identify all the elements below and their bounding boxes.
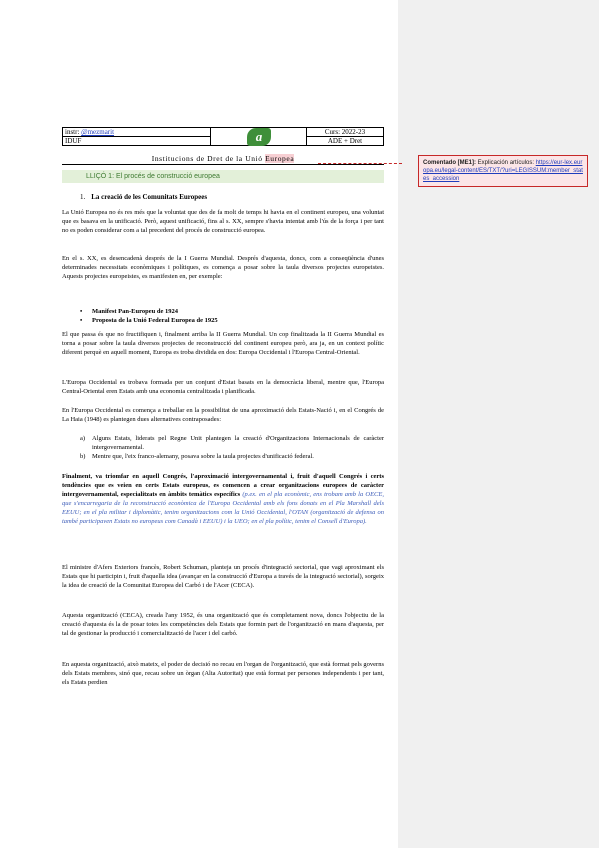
paragraph-2: En el s. XX, es desencadenà després de la I Guerra Mundial. Després d'aquesta, doncs, com a conseqüència d'unes determinades necessitats econòmiques i polítiques, es comença a posar sobre la taula diversos projectes europeistes. Aquests projectes europeistes, es manifesten en, per exemple: bbox=[62, 255, 384, 280]
author-prefix: instr: bbox=[65, 128, 80, 136]
paragraph-3: El que passa és que no fructifiquen i, finalment arriba la II Guerra Mundial. Un cop finalitzada la II Guerra Mundial es torna a posar sobre la taula diversos projectes de reconstrucció del continent europeu però, ara ja, en un context polític diferent perquè en aquell moment, Europa es troba dividida en dos: Europa Occidental i l'Europa Central-Oriental. bbox=[62, 331, 384, 356]
paragraph-4: L'Europa Occidental es trobava formada per un conjunt d'Estat basats en la democràcia liberal, mentre que, l'Europa Central-Oriental eren Estats amb una economia centralitzada i planificada. bbox=[62, 379, 384, 395]
list-item: b) Mentre que, l'eix franco-alemany, posava sobre la taula projectes d'unificació federal. bbox=[80, 453, 314, 460]
paragraph-6-bold: Finalment, va triomfar en aquell Congrés, l'aproximació intergovernamental i, fruit d'aquell Congrés i certs tendències que es veien en certs Estats europeus, es comencen a crear organitzacions europees de caràcter intergovernamental, especialitzats en àmbits temàtics específics bbox=[62, 473, 384, 498]
alternatives-list bbox=[80, 434, 384, 461]
paragraph-1: La Unió Europea no és res més que la voluntat que des de fa molt de temps hi havia en el continent europeu, una voluntat que es basava en la unificació. Però, aquest unificació, fins al s. XX, sempre s'havia intentat amb l'ús de la força i per tant no es poden considerar com a tal precedent del procés de construcció europea. bbox=[62, 209, 384, 234]
section-title: La creació de les Comunitats Europees bbox=[91, 193, 208, 201]
header-course: Curs: 2022-23 bbox=[307, 128, 383, 137]
title-highlight[interactable]: Europea bbox=[265, 154, 295, 163]
comment-anchor-line bbox=[318, 163, 402, 164]
paragraph-6-italic: (p.ex. en el pla econòmic, ens trobam amb la OECE, que s'encarregaria de la reconstrucció econòmica de l'Europa Occidental amb els fons donats en el Pla Marshall dels EEUU; en el pla militar i diplomàtic, tenim organitzacions com la Unió Occidental, l'OTAN (organització de defensa on també participaven Estats no europeus com Canadà i EEUU) i la UEO; en el pla polític, tenim el Consell d'Europa). bbox=[62, 491, 384, 525]
list-item: a) Alguns Estats, liderats pel Regne Unit plantegen la creació d'Organitzacions Internacionals de caràcter intergovernamental. bbox=[80, 435, 384, 451]
comment-text: Explicación artículos: bbox=[477, 160, 536, 166]
header-logo-cell bbox=[211, 128, 307, 146]
paragraph-6 bbox=[62, 472, 384, 526]
lesson-heading: LLIÇÓ 1: El procés de construcció europea bbox=[62, 170, 384, 183]
logo-icon: a bbox=[247, 128, 271, 146]
paragraph-9: En aquesta organització, això mateix, el poder de decisió no recau en l'organ de l'organització, que està format pels governs dels Estats membres, sinó que, recau sobre un òrgan (Alta Autoritat) que està format per persones independents i per tant, els Estats perdien bbox=[62, 661, 384, 686]
comments-pane bbox=[398, 0, 599, 848]
section-number: 1. bbox=[80, 193, 86, 201]
title-prefix: Institucions de Dret de la Unió bbox=[151, 154, 266, 163]
header-degree: ADE + Dret bbox=[327, 137, 363, 145]
bullet-list bbox=[80, 307, 218, 325]
header-table bbox=[62, 127, 384, 146]
paragraph-7: El ministre d'Afers Exteriors francès, Robert Schuman, planteja un procés d'integració sectorial, que vagi aproximant els Estats que hi participin i, fruit d'aquella idea (avançar en la construcció d'Europa a través de la integració sectorial), sorgeix la idea de creació de la Comunitat Europea del Carbó i de l'Acer (CECA). bbox=[62, 564, 384, 589]
comment-balloon[interactable] bbox=[418, 155, 588, 187]
header-author-cell bbox=[63, 128, 211, 137]
section-heading bbox=[80, 193, 207, 201]
list-item: • Proposta de la Unió Federal Europea de 1925 bbox=[80, 317, 218, 324]
paragraph-8: Aquesta organització (CECA), creada l'any 1952, és una organització que és completament nova, doncs l'objectiu de la creació d'aquesta és la de posar totes les competències dels Estats que formin part de l'organització en mans d'aquesta, per tal de gestionar la producció i comercialització de l'acer i del carbó. bbox=[62, 612, 384, 637]
list-item: • Manifest Pan-Europeu de 1924 bbox=[80, 308, 179, 315]
paragraph-5: En l'Europa Occidental es comença a treballar en la possibilitat de una aproximació dels Estats-Nació i, en el Congrés de La Haia (1948) es plantegen dues alternatives contraposades: bbox=[62, 407, 384, 423]
author-link[interactable]: @mezmarit bbox=[81, 128, 115, 136]
header-left-bottom: IDUF bbox=[63, 137, 211, 146]
comment-author: Comentado [ME1]: bbox=[423, 160, 476, 166]
document-title bbox=[62, 154, 384, 163]
title-rule bbox=[62, 164, 384, 165]
comment-link[interactable]: https://eur-lex.europa.eu/legal-content/ES/TXT/?uri=LEGISSUM:member_states_accession bbox=[423, 160, 583, 182]
